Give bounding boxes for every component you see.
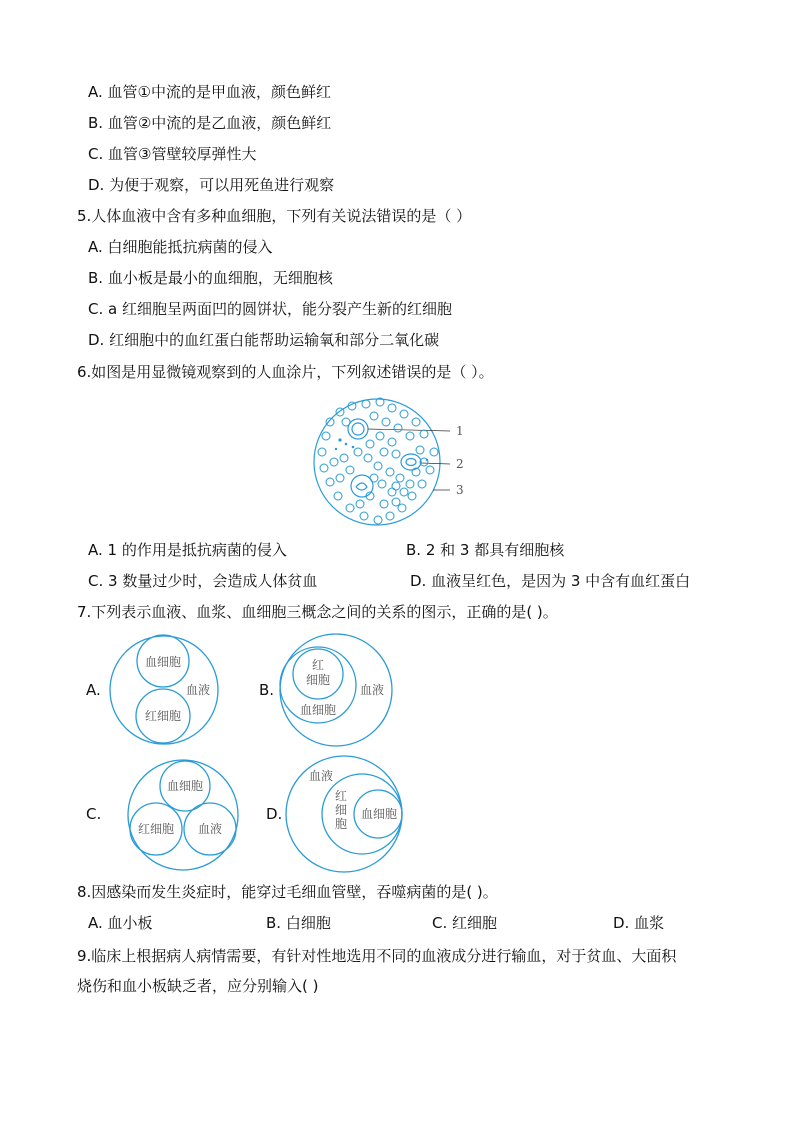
red-blood-cell [346,504,354,512]
red-blood-cell [406,480,414,488]
a-label-blood-cell: 血细胞 [144,655,182,669]
red-blood-cell [364,454,372,462]
red-blood-cell [416,446,424,454]
q7-diagram-c [125,758,243,872]
q7-letter-a: A. [86,681,101,699]
red-blood-cell [378,480,386,488]
b-label-blood: 血液 [359,683,385,697]
c-label-blood-cell: 血细胞 [166,779,204,793]
q6-option-a: A. 1 的作用是抵抗病菌的侵入 [88,541,287,559]
red-blood-cell [346,466,354,474]
red-blood-cell [382,418,390,426]
red-blood-cell [340,454,348,462]
c-label-red-cell: 红细胞 [137,822,175,836]
red-blood-cell [426,466,434,474]
q4-option-c: C. 血管③管壁较厚弹性大 [88,145,257,163]
a-label-blood: 血液 [185,683,211,697]
red-blood-cell [318,448,326,456]
red-blood-cell [320,464,328,472]
red-blood-cell [396,474,404,482]
red-blood-cell [392,482,400,490]
d-label-red-2: 细 [334,803,348,817]
red-blood-cell [356,500,364,508]
red-blood-cell [370,412,378,420]
a-label-red-cell: 红细胞 [144,709,182,723]
q8-stem: 8.因感染而发生炎症时，能穿过毛细血管壁，吞噬病菌的是( )。 [77,883,498,901]
red-blood-cell [420,430,428,438]
q8-option-c: C. 红细胞 [432,914,498,932]
red-blood-cell [392,450,400,458]
b-label-red-top: 红 [311,658,325,672]
red-blood-cell [418,480,426,488]
red-blood-cell [336,474,344,482]
q8-option-b: B. 白细胞 [266,914,331,932]
red-blood-cell [400,410,408,418]
q7-diagram-b [278,632,394,748]
smear-label-2: 2 [456,457,464,471]
red-blood-cell [374,516,382,524]
q5-option-d: D. 红细胞中的血红蛋白能帮助运输氧和部分二氧化碳 [88,331,440,349]
red-blood-cell [336,408,344,416]
q4-option-d: D. 为便于观察，可以用死鱼进行观察 [88,176,335,194]
red-blood-cell [354,448,362,456]
red-blood-cell [400,488,408,496]
red-blood-cell [388,438,396,446]
red-blood-cell [370,474,378,482]
q5-option-c: C. a 红细胞呈两面凹的圆饼状，能分裂产生新的红细胞 [88,300,452,318]
red-blood-cell [412,418,420,426]
q6-option-b: B. 2 和 3 都具有细胞核 [406,541,565,559]
red-blood-cell [408,492,416,500]
red-blood-cell [380,500,388,508]
red-blood-cell [380,448,388,456]
red-blood-cell [326,478,334,486]
q7-letter-c: C. [86,805,102,823]
q9-stem-line1: 9.临床上根据病人病情需要，有针对性地选用不同的血液成分进行输血，对于贫血、大面积 [77,947,677,965]
q9-stem-line2: 烧伤和血小板缺乏者，应分别输入( ) [77,977,319,995]
q7-stem: 7.下列表示血液、血浆、血细胞三概念之间的关系的图示，正确的是( )。 [77,603,558,621]
red-blood-cell [342,418,350,426]
red-blood-cell [388,488,396,496]
q6-option-d: D. 血液呈红色，是因为 3 中含有血红蛋白 [410,572,691,590]
red-blood-cell [386,512,394,520]
red-blood-cell [398,504,406,512]
d-label-red-3: 胞 [334,817,348,831]
q8-option-a: A. 血小板 [88,914,153,932]
q7-letter-d: D. [266,805,283,823]
d-label-blood-cell: 血细胞 [360,807,398,821]
red-blood-cell [360,512,368,520]
red-blood-cell [334,492,342,500]
red-blood-cell [392,498,400,506]
q5-option-b: B. 血小板是最小的血细胞，无细胞核 [88,269,333,287]
red-blood-cell [386,468,394,476]
q6-option-c: C. 3 数量过少时，会造成人体贫血 [88,572,318,590]
q5-stem: 5.人体血液中含有多种血细胞，下列有关说法错误的是（ ） [77,207,472,225]
q8-option-d: D. 血浆 [613,914,665,932]
q5-option-a: A. 白细胞能抵抗病菌的侵入 [88,238,273,256]
red-blood-cell [366,440,374,448]
red-blood-cell [374,462,382,470]
b-label-blood-cell: 血细胞 [299,703,337,717]
q4-option-a: A. 血管①中流的是甲血液，颜色鲜红 [88,83,331,101]
q6-stem: 6.如图是用显微镜观察到的人血涂片，下列叙述错误的是（ ）。 [77,363,494,381]
q7-diagram-d [284,754,404,874]
smear-label-3: 3 [456,483,464,497]
red-blood-cell [376,432,384,440]
d-label-red-1: 红 [334,789,348,803]
red-blood-cell [394,424,402,432]
smear-label-1: 1 [456,424,464,438]
blood-smear-figure [300,392,500,532]
q4-option-b: B. 血管②中流的是乙血液，颜色鲜红 [88,114,332,132]
red-blood-cell [388,404,396,412]
red-blood-cell [406,432,414,440]
red-blood-cell [362,400,370,408]
b-label-red-rest: 细胞 [305,673,331,687]
red-blood-cell [430,448,438,456]
d-label-blood: 血液 [308,769,334,783]
red-blood-cell [322,432,330,440]
red-blood-cell [330,458,338,466]
q7-diagram-a [104,634,228,748]
c-label-blood: 血液 [197,822,223,836]
q7-letter-b: B. [259,681,275,699]
